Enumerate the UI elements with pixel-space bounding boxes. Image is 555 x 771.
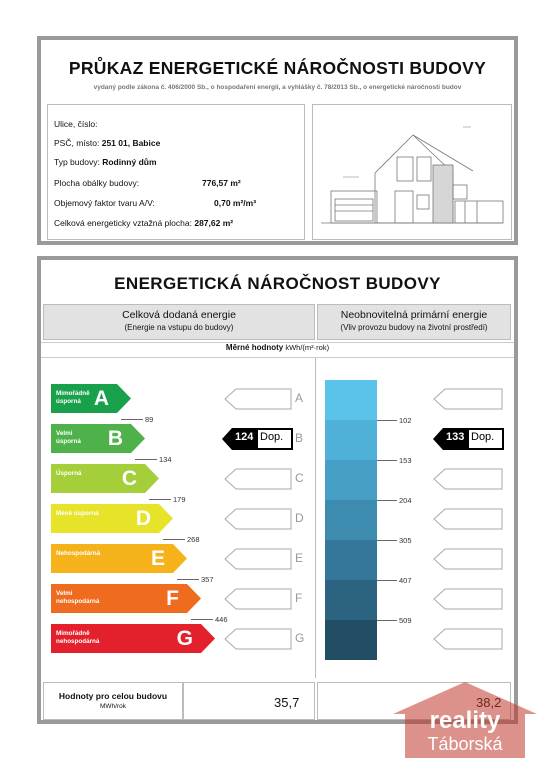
grey-letter-d: D [295, 511, 304, 525]
grey-letter-c: C [295, 471, 304, 485]
empty-arrow-left-a [224, 388, 292, 410]
right-column-header [317, 304, 511, 340]
class-letter-b: B [107, 427, 123, 450]
factor-label: Objemový faktor tvaru A/V: [54, 198, 155, 208]
class-letter-c: C [121, 467, 137, 490]
psc-row [54, 138, 160, 148]
class-label2-g: nehospodárná [56, 638, 100, 645]
right-limit-line [377, 580, 397, 581]
psc-value: 251 01, Babice [101, 138, 161, 148]
class-letter-a: A [93, 387, 109, 410]
primary-energy-band-f [325, 580, 377, 620]
class-label-a: Mimořádně [56, 390, 90, 397]
rating-scale [41, 358, 514, 678]
primary-energy-band-c [325, 460, 377, 500]
empty-arrow-left-e [224, 548, 292, 570]
class-letter-f: F [166, 587, 179, 610]
class-label-d: Méně úsporná [56, 510, 99, 517]
building-info-box [47, 104, 305, 240]
floor-row [54, 218, 304, 228]
factor-value: 0,70 m²/m³ [214, 198, 257, 208]
floor-value: 287,62 m² [194, 218, 234, 228]
empty-arrow-left-c [224, 468, 292, 490]
left-column-title: Celková dodaná energie [122, 309, 236, 321]
primary-energy-band-e [325, 540, 377, 580]
class-label2-f: nehospodárná [56, 598, 100, 605]
class-letter-g: G [176, 627, 193, 650]
empty-arrow-left-f [224, 588, 292, 610]
certificate-header-panel [37, 36, 518, 245]
class-letter-d: D [135, 507, 151, 530]
grey-letter-e: E [295, 551, 304, 565]
type-label: Typ budovy: [54, 157, 100, 167]
empty-arrow-right-e [433, 548, 503, 570]
column-divider [315, 358, 316, 678]
right-limit-line [377, 500, 397, 501]
grey-letter-b: B [295, 431, 304, 445]
left-limit-line [191, 619, 213, 620]
class-label2-b: úsporná [56, 438, 81, 445]
footer-label: Hodnoty pro celou budovu [58, 691, 168, 701]
left-limit-line [149, 499, 171, 500]
right-limit-value: 509 [399, 616, 412, 625]
class-label-c: Úsporná [56, 470, 82, 477]
area-row [54, 178, 294, 188]
footer-unit: MWh/rok [100, 703, 126, 710]
empty-arrow-right-f [433, 588, 503, 610]
right-limit-line [377, 540, 397, 541]
building-drawing [312, 104, 512, 240]
left-column-header [43, 304, 315, 340]
right-limit-line [377, 420, 397, 421]
primary-energy-band-a [325, 380, 377, 420]
empty-arrow-left-g [224, 628, 292, 650]
watermark-line1: reality [429, 707, 501, 734]
class-arrow-d [51, 504, 173, 533]
area-label: Plocha obálky budovy: [54, 178, 140, 188]
class-label-b: Velmi [56, 430, 73, 437]
right-limit-line [377, 620, 397, 621]
primary-energy-band-g [325, 620, 377, 660]
primary-energy-band-b [325, 420, 377, 460]
class-label-e: Nehospodárná [56, 550, 101, 557]
class-label2-a: úsporná [56, 398, 81, 405]
left-limit-value: 446 [215, 615, 228, 624]
right-value-marker [433, 428, 505, 448]
factor-row [54, 198, 294, 208]
class-arrow-f [51, 584, 201, 613]
empty-arrow-right-d [433, 508, 503, 530]
psc-label: PSČ, místo: [54, 138, 100, 148]
left-limit-value: 268 [187, 535, 200, 544]
left-marker-unit: Dop. [260, 431, 284, 443]
certificate-subtitle: vydaný podle zákona č. 406/2000 Sb., o hospodaření energií, a vyhlášky č. 78/2013 Sb., o energetické náročnosti budov [93, 84, 462, 91]
footer-left-cell [183, 682, 315, 720]
empty-arrow-right-c [433, 468, 503, 490]
grey-letter-g: G [295, 631, 305, 645]
left-column-subtitle: (Energie na vstupu do budovy) [124, 323, 234, 332]
right-limit-value: 204 [399, 496, 412, 505]
right-limit-line [377, 460, 397, 461]
class-arrow-g [51, 624, 215, 653]
right-column-subtitle: (Vliv provozu budovy na životní prostředí) [340, 323, 488, 332]
type-value: Rodinný dům [102, 157, 157, 167]
units-row [41, 342, 514, 358]
watermark-line2: Táborská [427, 734, 503, 754]
left-limit-line [163, 539, 185, 540]
footer-left-value: 35,7 [274, 695, 300, 710]
class-letter-e: E [150, 547, 165, 570]
right-limit-value: 153 [399, 456, 412, 465]
left-limit-line [177, 579, 199, 580]
class-arrow-b [51, 424, 145, 453]
grey-letter-a: A [295, 391, 304, 405]
right-marker-unit: Dop. [471, 431, 495, 443]
right-limit-value: 102 [399, 416, 412, 425]
class-arrow-c [51, 464, 159, 493]
left-marker-value: 124 [235, 431, 254, 443]
certificate-title: PRŮKAZ ENERGETICKÉ NÁROČNOSTI BUDOVY [68, 58, 487, 78]
street-label: Ulice, číslo: [54, 119, 98, 129]
right-marker-value: 133 [446, 431, 465, 443]
empty-arrow-right-g [433, 628, 503, 650]
reality-taborska-logo [385, 680, 545, 760]
left-limit-value: 357 [201, 575, 214, 584]
footer-label-cell [43, 682, 183, 720]
watermark-house-icon [385, 680, 545, 760]
energy-rating-panel [37, 256, 518, 724]
empty-arrow-right-a [433, 388, 503, 410]
left-limit-line [121, 419, 143, 420]
grey-letter-f: F [295, 591, 303, 605]
class-arrow-a [51, 384, 131, 413]
left-limit-value: 134 [159, 455, 172, 464]
class-label-f: Velmi [56, 590, 73, 597]
rating-title: ENERGETICKÁ NÁROČNOST BUDOVY [114, 274, 441, 293]
left-limit-value: 89 [145, 415, 154, 424]
right-limit-value: 305 [399, 536, 412, 545]
class-label-g: Mimořádně [56, 630, 90, 637]
floor-label: Celková energeticky vztažná plocha: [54, 218, 192, 228]
house-sketch [313, 105, 511, 239]
type-row [54, 157, 157, 167]
left-value-marker [222, 428, 294, 448]
units-label: Měrné hodnoty [225, 343, 284, 352]
left-limit-value: 179 [173, 495, 186, 504]
class-arrow-e [51, 544, 187, 573]
units: kWh/(m²·rok) [285, 343, 330, 352]
empty-arrow-left-d [224, 508, 292, 530]
area-value: 776,57 m² [202, 178, 241, 188]
left-limit-line [135, 459, 157, 460]
right-column-title: Neobnovitelná primární energie [340, 309, 488, 321]
right-limit-value: 407 [399, 576, 412, 585]
primary-energy-band-d [325, 500, 377, 540]
